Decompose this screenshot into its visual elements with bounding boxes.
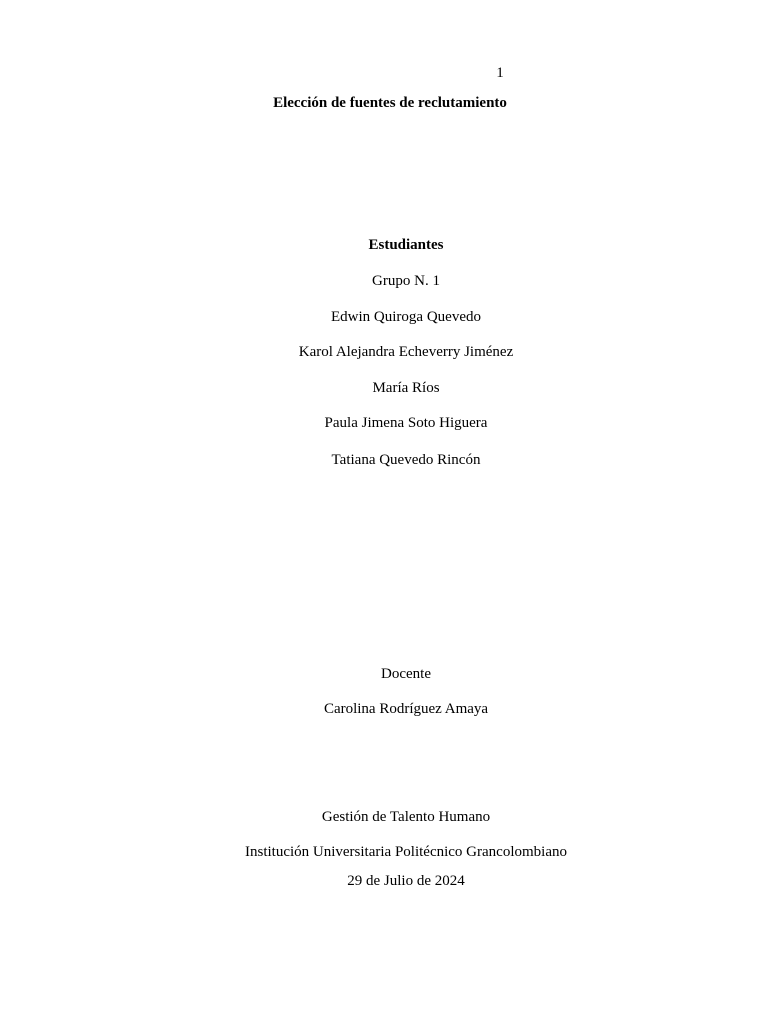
group-label: Grupo N. 1 — [372, 273, 440, 289]
student-name: Edwin Quiroga Quevedo — [331, 309, 481, 325]
student-name: Paula Jimena Soto Higuera — [324, 415, 488, 431]
teacher-name: Carolina Rodríguez Amaya — [323, 701, 489, 717]
course-name: Gestión de Talento Humano — [321, 809, 491, 825]
document-date: 29 de Julio de 2024 — [347, 873, 465, 889]
student-name: Karol Alejandra Echeverry Jiménez — [298, 344, 514, 360]
document-title: Elección de fuentes de reclutamiento — [273, 95, 507, 111]
teacher-heading: Docente — [381, 666, 431, 682]
students-heading: Estudiantes — [368, 237, 444, 253]
student-name: María Ríos — [372, 380, 440, 396]
institution-name: Institución Universitaria Politécnico Grancolombiano — [244, 844, 567, 860]
page-number: 1 — [496, 65, 504, 81]
student-name: Tatiana Quevedo Rincón — [331, 452, 481, 468]
